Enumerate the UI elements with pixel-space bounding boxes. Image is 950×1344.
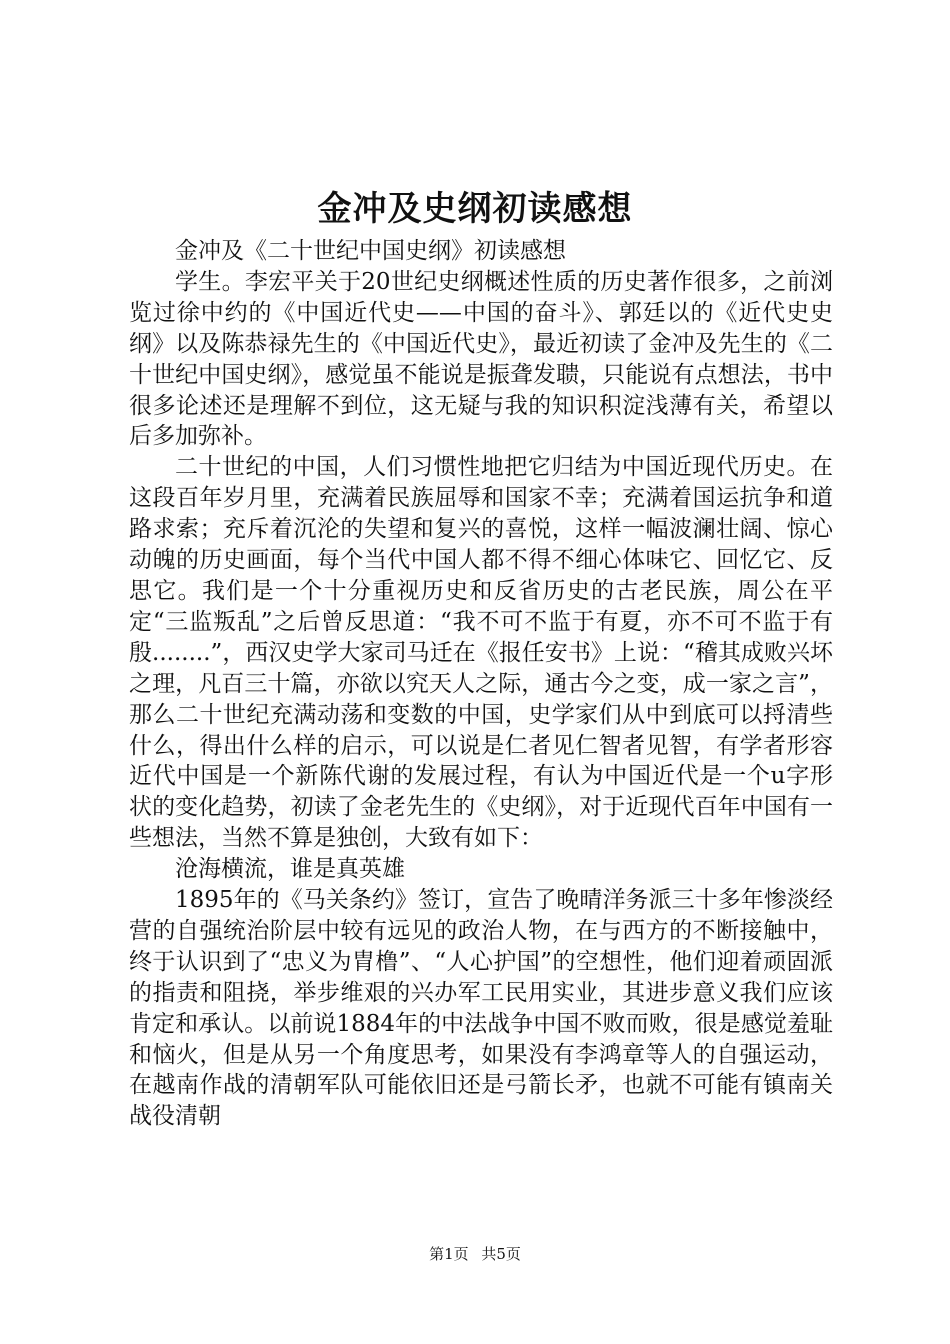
page-footer: [0, 1243, 950, 1264]
document-title: 金冲及史纲初读感想: [317, 189, 633, 229]
paragraph: 二十世纪的中国，人们习惯性地把它归结为中国近现代历史。在这段百年岁月里，充满着民族屈辱和国家不幸；充满着国运抗争和道路求索；充斥着沉沦的失望和复兴的喜悦，这样一幅波澜壮阔、惊心动魄的历史画面，每个当代中国人都不得不细心体味它、回忆它、反思它。我们是一个十分重视历史和反省历史的古老民族，周公在平定“三监叛乱”之后曾反思道：“我不可不监于有夏，亦不可不监于有殷........”，西汉史学大家司马迁在《报任安书》上说：“稽其成败兴坏之理，凡百三十篇，亦欲以究天人之际，通古今之变，成一家之言”，那么二十世纪充满动荡和变数的中国，史学家们从中到底可以捋清些什么，得出什么样的启示，可以说是仁者见仁智者见智，有学者形容近代中国是一个新陈代谢的发展过程，有认为中国近代是一个u字形状的变化趋势，初读了金老先生的《史纲》，对于近现代百年中国有一些想法，当然不算是独创，大致有如下：: [129, 454, 833, 852]
paragraph: 1895年的《马关条约》签订，宣告了晚晴洋务派三十多年惨淡经营的自强统治阶层中较有远见的政治人物，在与西方的不断接触中，终于认识到了“忠义为胄橹”、“人心护国”的空想性，他们迎着顽固派的指责和阻挠，举步维艰的兴办军工民用实业，其进步意义我们应该肯定和承认。以前说1884年的中法战争中国不败而败，很是感觉羞耻和恼火，但是从另一个角度思考，如果没有李鸿章等人的自强运动，在越南作战的清朝军队可能依旧还是弓箭长矛，也就不可能有镇南关战役清朝: [129, 887, 833, 1130]
section-heading: 沧海横流，谁是真英雄: [175, 856, 405, 883]
paragraph-subtitle: 金冲及《二十世纪中国史纲》初读感想: [175, 238, 566, 264]
paragraph: 学生。李宏平关于20世纪史纲概述性质的历史著作很多，之前浏览过徐中约的《中国近代史——中国的奋斗》、郭廷以的《近代史史纲》以及陈恭禄先生的《中国近代史》，最近初读了金冲及先生的《二十世纪中国史纲》，感觉虽不能说是振聋发聩，只能说有点想法，书中很多论述还是理解不到位，这无疑与我的知识积淀浅薄有关，希望以后多加弥补。: [129, 268, 833, 450]
page-number: 第1页: [429, 1245, 469, 1263]
page-total: 共5页: [481, 1245, 521, 1263]
document-body: [129, 236, 833, 1132]
